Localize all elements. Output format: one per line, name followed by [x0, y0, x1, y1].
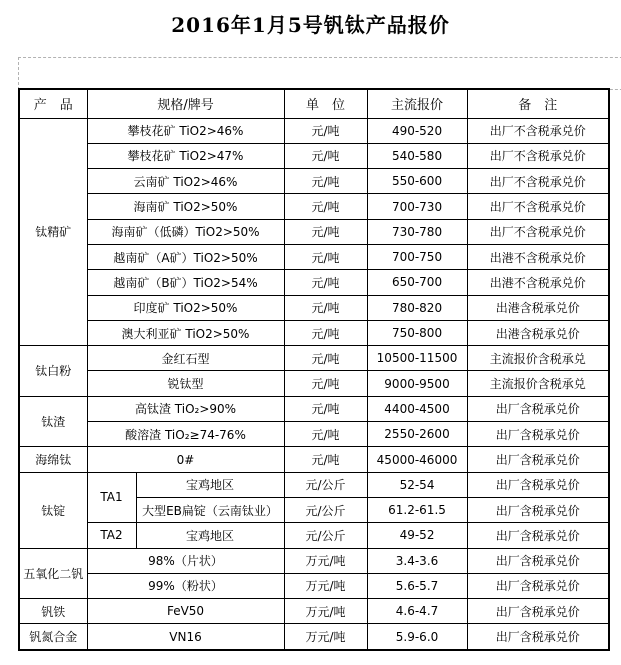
cell-spec: 攀枝花矿 TiO2>46% — [87, 118, 284, 143]
col-header-spec: 规格/牌号 — [87, 89, 284, 118]
cell-spec: 云南矿 TiO2>46% — [87, 169, 284, 194]
cell-spec: 海南矿（低磷）TiO2>50% — [87, 219, 284, 244]
cell-spec: VN16 — [87, 624, 284, 650]
cell-unit: 万元/吨 — [284, 624, 367, 650]
cell-note: 出厂不含税承兑价 — [467, 194, 609, 219]
cell-product: 钒铁 — [19, 599, 87, 624]
cell-price: 4.6-4.7 — [367, 599, 467, 624]
table-row — [19, 396, 609, 421]
cell-note: 出港不含税承兑价 — [467, 270, 609, 295]
cell-price: 490-520 — [367, 118, 467, 143]
cell-spec: 0# — [87, 447, 284, 472]
cell-note: 出厂不含税承兑价 — [467, 118, 609, 143]
table-row — [19, 548, 609, 573]
table-row — [19, 599, 609, 624]
cell-spec: 高钛渣 TiO₂>90% — [87, 396, 284, 421]
cell-spec: 锐钛型 — [87, 371, 284, 396]
header-row — [19, 89, 609, 118]
cell-price: 52-54 — [367, 472, 467, 497]
cell-spec: 宝鸡地区 — [136, 472, 284, 497]
cell-price: 4400-4500 — [367, 396, 467, 421]
cell-unit: 元/吨 — [284, 295, 367, 320]
table-row — [19, 270, 609, 295]
cell-price: 700-730 — [367, 194, 467, 219]
table-row — [19, 295, 609, 320]
table-row — [19, 472, 609, 497]
cell-price: 730-780 — [367, 219, 467, 244]
cell-unit: 元/吨 — [284, 118, 367, 143]
cell-unit: 元/吨 — [284, 371, 367, 396]
cell-price: 61.2-61.5 — [367, 497, 467, 522]
cell-product: 钒氮合金 — [19, 624, 87, 650]
cell-note: 出厂含税承兑价 — [467, 497, 609, 522]
cell-price: 780-820 — [367, 295, 467, 320]
cell-product: 五氧化二钒 — [19, 548, 87, 599]
table-row — [19, 523, 609, 548]
cell-note: 出厂含税承兑价 — [467, 599, 609, 624]
cell-unit: 元/公斤 — [284, 523, 367, 548]
content-region-outline — [18, 57, 621, 90]
cell-price: 540-580 — [367, 143, 467, 168]
cell-spec: 98%（片状） — [87, 548, 284, 573]
table-row — [19, 244, 609, 269]
cell-unit: 元/吨 — [284, 346, 367, 371]
cell-unit: 元/公斤 — [284, 472, 367, 497]
cell-price: 650-700 — [367, 270, 467, 295]
cell-note: 出厂含税承兑价 — [467, 447, 609, 472]
cell-spec: 金红石型 — [87, 346, 284, 371]
cell-price: 700-750 — [367, 244, 467, 269]
cell-spec: 海南矿 TiO2>50% — [87, 194, 284, 219]
cell-spec: 越南矿（A矿）TiO2>50% — [87, 244, 284, 269]
cell-spec: 攀枝花矿 TiO2>47% — [87, 143, 284, 168]
cell-note: 出厂含税承兑价 — [467, 573, 609, 598]
cell-price: 5.6-5.7 — [367, 573, 467, 598]
cell-price: 10500-11500 — [367, 346, 467, 371]
table-row — [19, 624, 609, 650]
cell-unit: 元/吨 — [284, 219, 367, 244]
table-row — [19, 371, 609, 396]
cell-grade: TA2 — [87, 523, 136, 548]
cell-unit: 元/吨 — [284, 143, 367, 168]
cell-price: 5.9-6.0 — [367, 624, 467, 650]
cell-spec: 越南矿（B矿）TiO2>54% — [87, 270, 284, 295]
cell-spec: 99%（粉状） — [87, 573, 284, 598]
table-row — [19, 320, 609, 345]
cell-note: 出厂含税承兑价 — [467, 624, 609, 650]
cell-unit: 元/吨 — [284, 169, 367, 194]
cell-note: 主流报价含税承兑 — [467, 346, 609, 371]
cell-unit: 元/公斤 — [284, 497, 367, 522]
cell-unit: 万元/吨 — [284, 573, 367, 598]
cell-note: 出港不含税承兑价 — [467, 244, 609, 269]
cell-unit: 万元/吨 — [284, 548, 367, 573]
table-row — [19, 169, 609, 194]
cell-price: 45000-46000 — [367, 447, 467, 472]
cell-note: 出港含税承兑价 — [467, 320, 609, 345]
cell-unit: 元/吨 — [284, 447, 367, 472]
cell-price: 550-600 — [367, 169, 467, 194]
cell-unit: 元/吨 — [284, 270, 367, 295]
col-header-note: 备 注 — [467, 89, 609, 118]
table-row — [19, 219, 609, 244]
cell-product: 钛白粉 — [19, 346, 87, 397]
cell-unit: 元/吨 — [284, 194, 367, 219]
table-row — [19, 143, 609, 168]
table-row — [19, 422, 609, 447]
cell-unit: 万元/吨 — [284, 599, 367, 624]
cell-spec: 大型EB扁锭（云南钛业） — [136, 497, 284, 522]
cell-spec: 宝鸡地区 — [136, 523, 284, 548]
col-header-unit: 单 位 — [284, 89, 367, 118]
cell-unit: 元/吨 — [284, 320, 367, 345]
cell-price: 9000-9500 — [367, 371, 467, 396]
cell-product: 钛精矿 — [19, 118, 87, 346]
page-title: 2016年1月5号钒钛产品报价 — [171, 13, 450, 37]
cell-spec: 印度矿 TiO2>50% — [87, 295, 284, 320]
cell-price: 49-52 — [367, 523, 467, 548]
table-row — [19, 573, 609, 598]
cell-note: 出厂不含税承兑价 — [467, 169, 609, 194]
table-row — [19, 194, 609, 219]
cell-unit: 元/吨 — [284, 396, 367, 421]
table-row — [19, 447, 609, 472]
cell-note: 出港含税承兑价 — [467, 295, 609, 320]
cell-product: 海绵钛 — [19, 447, 87, 472]
cell-note: 出厂含税承兑价 — [467, 472, 609, 497]
cell-price: 750-800 — [367, 320, 467, 345]
cell-note: 出厂含税承兑价 — [467, 396, 609, 421]
cell-price: 2550-2600 — [367, 422, 467, 447]
cell-product: 钛锭 — [19, 472, 87, 548]
col-header-product: 产 品 — [19, 89, 87, 118]
cell-note: 出厂含税承兑价 — [467, 548, 609, 573]
cell-note: 出厂不含税承兑价 — [467, 143, 609, 168]
col-header-price: 主流报价 — [367, 89, 467, 118]
cell-unit: 元/吨 — [284, 422, 367, 447]
cell-note: 出厂不含税承兑价 — [467, 219, 609, 244]
cell-unit: 元/吨 — [284, 244, 367, 269]
cell-note: 主流报价含税承兑 — [467, 371, 609, 396]
cell-grade: TA1 — [87, 472, 136, 523]
cell-spec: FeV50 — [87, 599, 284, 624]
cell-product: 钛渣 — [19, 396, 87, 447]
cell-price: 3.4-3.6 — [367, 548, 467, 573]
table-row — [19, 346, 609, 371]
cell-note: 出厂含税承兑价 — [467, 523, 609, 548]
price-table — [18, 88, 610, 651]
cell-spec: 酸溶渣 TiO₂≥74-76% — [87, 422, 284, 447]
cell-spec: 澳大利亚矿 TiO2>50% — [87, 320, 284, 345]
table-row — [19, 118, 609, 143]
cell-note: 出厂含税承兑价 — [467, 422, 609, 447]
